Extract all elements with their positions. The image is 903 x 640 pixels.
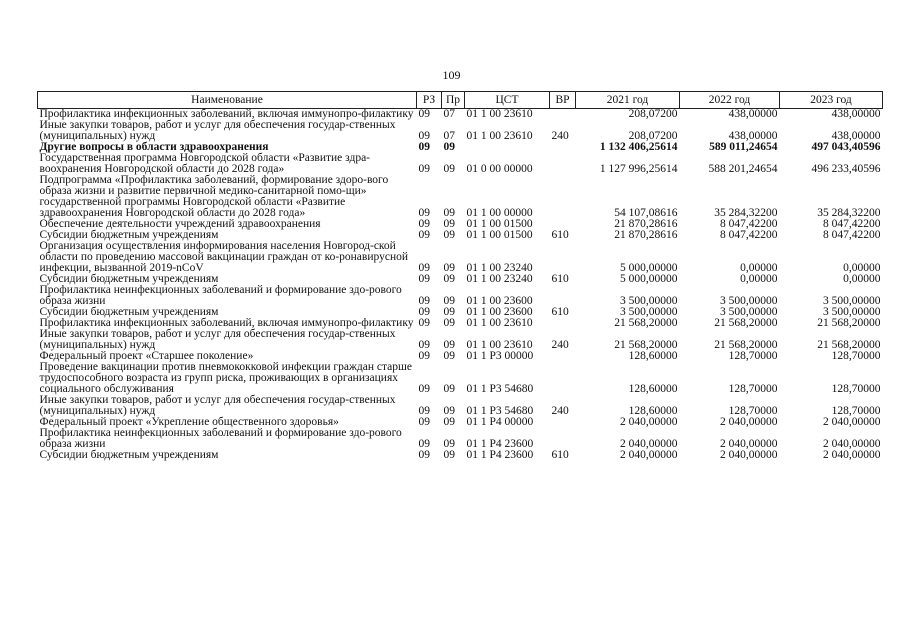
cell-vr <box>550 362 576 395</box>
cell-2023: 497 043,40596 <box>811 141 881 153</box>
cell-rz: 09 <box>418 207 430 219</box>
cell-cst: 01 1 00 23240 <box>466 262 533 274</box>
cell-name: Федеральный проект «Укрепление общественного здоровья» <box>39 416 339 428</box>
cell-cst: 01 1 P3 00000 <box>466 350 534 362</box>
cell-name: Иные закупки товаров, работ и услуг для обеспечения государ-ственных (муниципальных) нужд <box>39 394 396 417</box>
cell-cst: 01 1 00 23610 <box>466 130 533 142</box>
cell-name: Другие вопросы в области здравоохранения <box>39 141 269 153</box>
cell-pr: 09 <box>443 405 455 417</box>
cell-rz: 09 <box>418 416 430 428</box>
cell-2023: 3 500,00000 <box>823 306 881 318</box>
cell-name: Субсидии бюджетным учреждениям <box>39 449 219 461</box>
cell-2022: 21 568,20000 <box>714 339 778 351</box>
cell-2023: 8 047,42200 <box>823 229 881 241</box>
cell-2021: 2 040,00000 <box>620 438 678 450</box>
cell-vr <box>550 109 576 121</box>
cell-cst: 01 1 P4 00000 <box>466 416 534 428</box>
cell-rz: 09 <box>418 306 430 318</box>
table-row <box>38 450 883 461</box>
cell-cst <box>465 142 550 153</box>
cell-name: Субсидии бюджетным учреждениям <box>39 273 219 285</box>
cell-pr: 09 <box>443 416 455 428</box>
cell-cst: 01 1 00 23240 <box>466 273 533 285</box>
cell-2023: 21 568,20000 <box>817 317 881 329</box>
cell-cst: 01 1 00 23600 <box>466 306 533 318</box>
cell-cst: 01 1 P3 54680 <box>466 405 534 417</box>
cell-cst: 01 1 00 01500 <box>466 229 533 241</box>
cell-pr: 09 <box>443 449 455 461</box>
cell-rz: 09 <box>418 273 430 285</box>
cell-2021: 208,07200 <box>628 130 678 142</box>
cell-2022: 0,00000 <box>740 262 778 274</box>
cell-2023: 2 040,00000 <box>823 449 881 461</box>
cell-2021: 3 500,00000 <box>620 306 678 318</box>
cell-rz: 09 <box>418 218 430 230</box>
cell-rz: 09 <box>418 405 430 417</box>
cell-cst: 01 0 00 00000 <box>466 163 533 175</box>
cell-pr: 09 <box>443 350 455 362</box>
cell-cst: 01 1 00 23600 <box>466 295 533 307</box>
cell-2022: 8 047,42200 <box>720 229 778 241</box>
cell-rz: 09 <box>418 317 430 329</box>
cell-2023: 496 233,40596 <box>811 163 881 175</box>
cell-2022: 589 011,24654 <box>709 141 778 153</box>
header-pr: Пр <box>442 92 465 109</box>
cell-2022: 0,00000 <box>740 273 778 285</box>
page-number: 109 <box>442 68 461 82</box>
cell-2021: 208,07200 <box>628 108 678 120</box>
cell-2023: 128,70000 <box>831 350 881 362</box>
cell-2022: 8 047,42200 <box>720 218 778 230</box>
cell-2023: 128,70000 <box>831 405 881 417</box>
cell-2021: 128,60000 <box>628 405 678 417</box>
cell-name: Иные закупки товаров, работ и услуг для обеспечения государ-ственных (муниципальных) нужд <box>39 119 396 142</box>
cell-2022: 128,70000 <box>728 383 778 395</box>
cell-rz: 09 <box>418 130 430 142</box>
cell-cst: 01 1 00 00000 <box>466 207 533 219</box>
cell-vr: 610 <box>551 306 569 318</box>
cell-rz: 09 <box>418 449 430 461</box>
table-header-row <box>38 92 883 109</box>
cell-name: Обеспечение деятельности учреждений здравоохранения <box>39 218 321 230</box>
cell-2021: 1 132 406,25614 <box>599 141 678 153</box>
cell-2023: 0,00000 <box>843 273 881 285</box>
cell-2022: 35 284,32200 <box>714 207 778 219</box>
cell-2022: 588 201,24654 <box>708 163 778 175</box>
cell-rz: 09 <box>418 163 430 175</box>
cell-2021: 128,60000 <box>628 350 678 362</box>
cell-pr: 09 <box>443 295 455 307</box>
cell-rz: 09 <box>418 262 430 274</box>
cell-2021: 128,60000 <box>628 383 678 395</box>
cell-2021: 2 040,00000 <box>620 416 678 428</box>
cell-vr <box>550 175 576 219</box>
cell-2022: 3 500,00000 <box>720 306 778 318</box>
cell-vr <box>550 428 576 450</box>
header-2022: 2022 год <box>680 92 780 109</box>
cell-2022: 21 568,20000 <box>714 317 778 329</box>
cell-cst: 01 1 00 23610 <box>466 108 533 120</box>
table-row <box>38 175 883 219</box>
table-row <box>38 120 883 142</box>
cell-2023: 438,00000 <box>831 130 881 142</box>
header-cst: ЦСТ <box>465 92 550 109</box>
cell-cst: 01 1 00 01500 <box>466 218 533 230</box>
cell-pr: 09 <box>443 317 455 329</box>
cell-2021: 21 568,20000 <box>614 339 678 351</box>
table-row <box>38 362 883 395</box>
cell-2021: 1 127 996,25614 <box>599 163 678 175</box>
cell-pr: 09 <box>443 438 455 450</box>
cell-pr: 09 <box>443 339 455 351</box>
cell-vr <box>550 351 576 362</box>
cell-name: Профилактика инфекционных заболеваний, включая иммунопро-филактику <box>39 108 414 120</box>
cell-2022: 2 040,00000 <box>720 416 778 428</box>
cell-vr <box>550 241 576 274</box>
cell-cst: 01 1 P4 23600 <box>466 438 534 450</box>
cell-2022: 438,00000 <box>728 108 778 120</box>
cell-2023: 128,70000 <box>831 383 881 395</box>
cell-pr: 09 <box>443 383 455 395</box>
table-row <box>38 428 883 450</box>
cell-vr <box>550 318 576 329</box>
cell-vr <box>550 142 576 153</box>
cell-rz: 09 <box>418 108 430 120</box>
cell-name: Профилактика неинфекционных заболеваний и формирование здо-рового образа жизни <box>39 284 402 307</box>
cell-pr: 09 <box>443 141 455 153</box>
cell-2022: 128,70000 <box>728 350 778 362</box>
cell-rz: 09 <box>418 141 430 153</box>
cell-rz: 09 <box>418 229 430 241</box>
cell-2022: 3 500,00000 <box>720 295 778 307</box>
cell-2023: 2 040,00000 <box>823 438 881 450</box>
cell-cst: 01 1 00 23610 <box>466 339 533 351</box>
cell-2021: 54 107,08616 <box>614 207 678 219</box>
cell-2023: 8 047,42200 <box>823 218 881 230</box>
cell-cst: 01 1 P3 54680 <box>466 383 534 395</box>
cell-name: Субсидии бюджетным учреждениям <box>39 306 219 318</box>
cell-pr: 07 <box>443 108 455 120</box>
cell-name: Государственная программа Новгородской области «Развитие здра-воохранения Новгородской области до 2028 года» <box>39 152 371 175</box>
cell-2022: 2 040,00000 <box>720 449 778 461</box>
cell-2023: 2 040,00000 <box>823 416 881 428</box>
cell-vr <box>550 417 576 428</box>
table-row <box>38 285 883 307</box>
cell-2021: 2 040,00000 <box>620 449 678 461</box>
cell-rz: 09 <box>418 295 430 307</box>
cell-pr: 09 <box>443 207 455 219</box>
cell-pr: 07 <box>443 130 455 142</box>
cell-name: Профилактика неинфекционных заболеваний и формирование здо-рового образа жизни <box>39 427 402 450</box>
cell-vr: 240 <box>551 339 569 351</box>
cell-name: Проведение вакцинации против пневмококковой инфекции граждан старше трудоспособного возраста из групп риска, проживающих в организациях социального обслуживания <box>39 361 412 395</box>
cell-2022: 128,70000 <box>728 405 778 417</box>
cell-name: Профилактика инфекционных заболеваний, включая иммунопро-филактику <box>39 317 414 329</box>
header-2021: 2021 год <box>576 92 680 109</box>
cell-2021: 21 870,28616 <box>614 218 678 230</box>
cell-pr: 09 <box>443 218 455 230</box>
cell-2023: 0,00000 <box>843 262 881 274</box>
cell-rz: 09 <box>418 339 430 351</box>
cell-name: Субсидии бюджетным учреждениям <box>39 229 219 241</box>
cell-2021: 21 568,20000 <box>614 317 678 329</box>
cell-2021: 21 870,28616 <box>614 229 678 241</box>
cell-name: Организация осуществления информирования населения Новгород-ской области по проведению массовой вакцинации граждан от ко-ронавирусной инфекции, вызванной 2019-nCoV <box>39 240 408 274</box>
table-row <box>38 395 883 417</box>
cell-pr: 09 <box>443 273 455 285</box>
table-body <box>38 109 883 462</box>
cell-name: Подпрограмма «Профилактика заболеваний, формирование здоро-вого образа жизни и развитие первичной медико-санитарной помо-щи» государственной программы Новгородской области «Развитие здравоохранения Новгородской области до 2028 года» <box>39 174 389 219</box>
cell-vr <box>550 153 576 175</box>
cell-vr: 610 <box>551 229 569 241</box>
cell-2023: 21 568,20000 <box>817 339 881 351</box>
cell-rz: 09 <box>418 350 430 362</box>
cell-rz: 09 <box>418 438 430 450</box>
cell-pr: 09 <box>443 229 455 241</box>
cell-cst: 01 1 P4 23600 <box>466 449 534 461</box>
cell-pr: 09 <box>443 163 455 175</box>
header-name: Наименование <box>38 92 417 109</box>
cell-2022: 438,00000 <box>728 130 778 142</box>
cell-2023: 35 284,32200 <box>817 207 881 219</box>
cell-vr: 610 <box>551 273 569 285</box>
cell-vr: 610 <box>551 449 569 461</box>
cell-2021: 5 000,00000 <box>620 262 678 274</box>
budget-table <box>37 91 883 461</box>
cell-2023: 3 500,00000 <box>823 295 881 307</box>
cell-vr <box>550 285 576 307</box>
cell-2022: 2 040,00000 <box>720 438 778 450</box>
cell-rz: 09 <box>418 383 430 395</box>
table-row <box>38 153 883 175</box>
cell-2023: 438,00000 <box>831 108 881 120</box>
cell-vr: 240 <box>551 130 569 142</box>
cell-2021: 5 000,00000 <box>620 273 678 285</box>
cell-vr: 240 <box>551 405 569 417</box>
cell-name: Федеральный проект «Старшее поколение» <box>39 350 254 362</box>
cell-name: Иные закупки товаров, работ и услуг для обеспечения государ-ственных (муниципальных) нужд <box>39 328 396 351</box>
table-row <box>38 241 883 274</box>
header-rz: РЗ <box>417 92 442 109</box>
header-vr: ВР <box>550 92 576 109</box>
table-row <box>38 329 883 351</box>
header-2023: 2023 год <box>780 92 883 109</box>
cell-cst: 01 1 00 23610 <box>466 317 533 329</box>
cell-2021: 3 500,00000 <box>620 295 678 307</box>
cell-pr: 09 <box>443 262 455 274</box>
cell-pr: 09 <box>443 306 455 318</box>
